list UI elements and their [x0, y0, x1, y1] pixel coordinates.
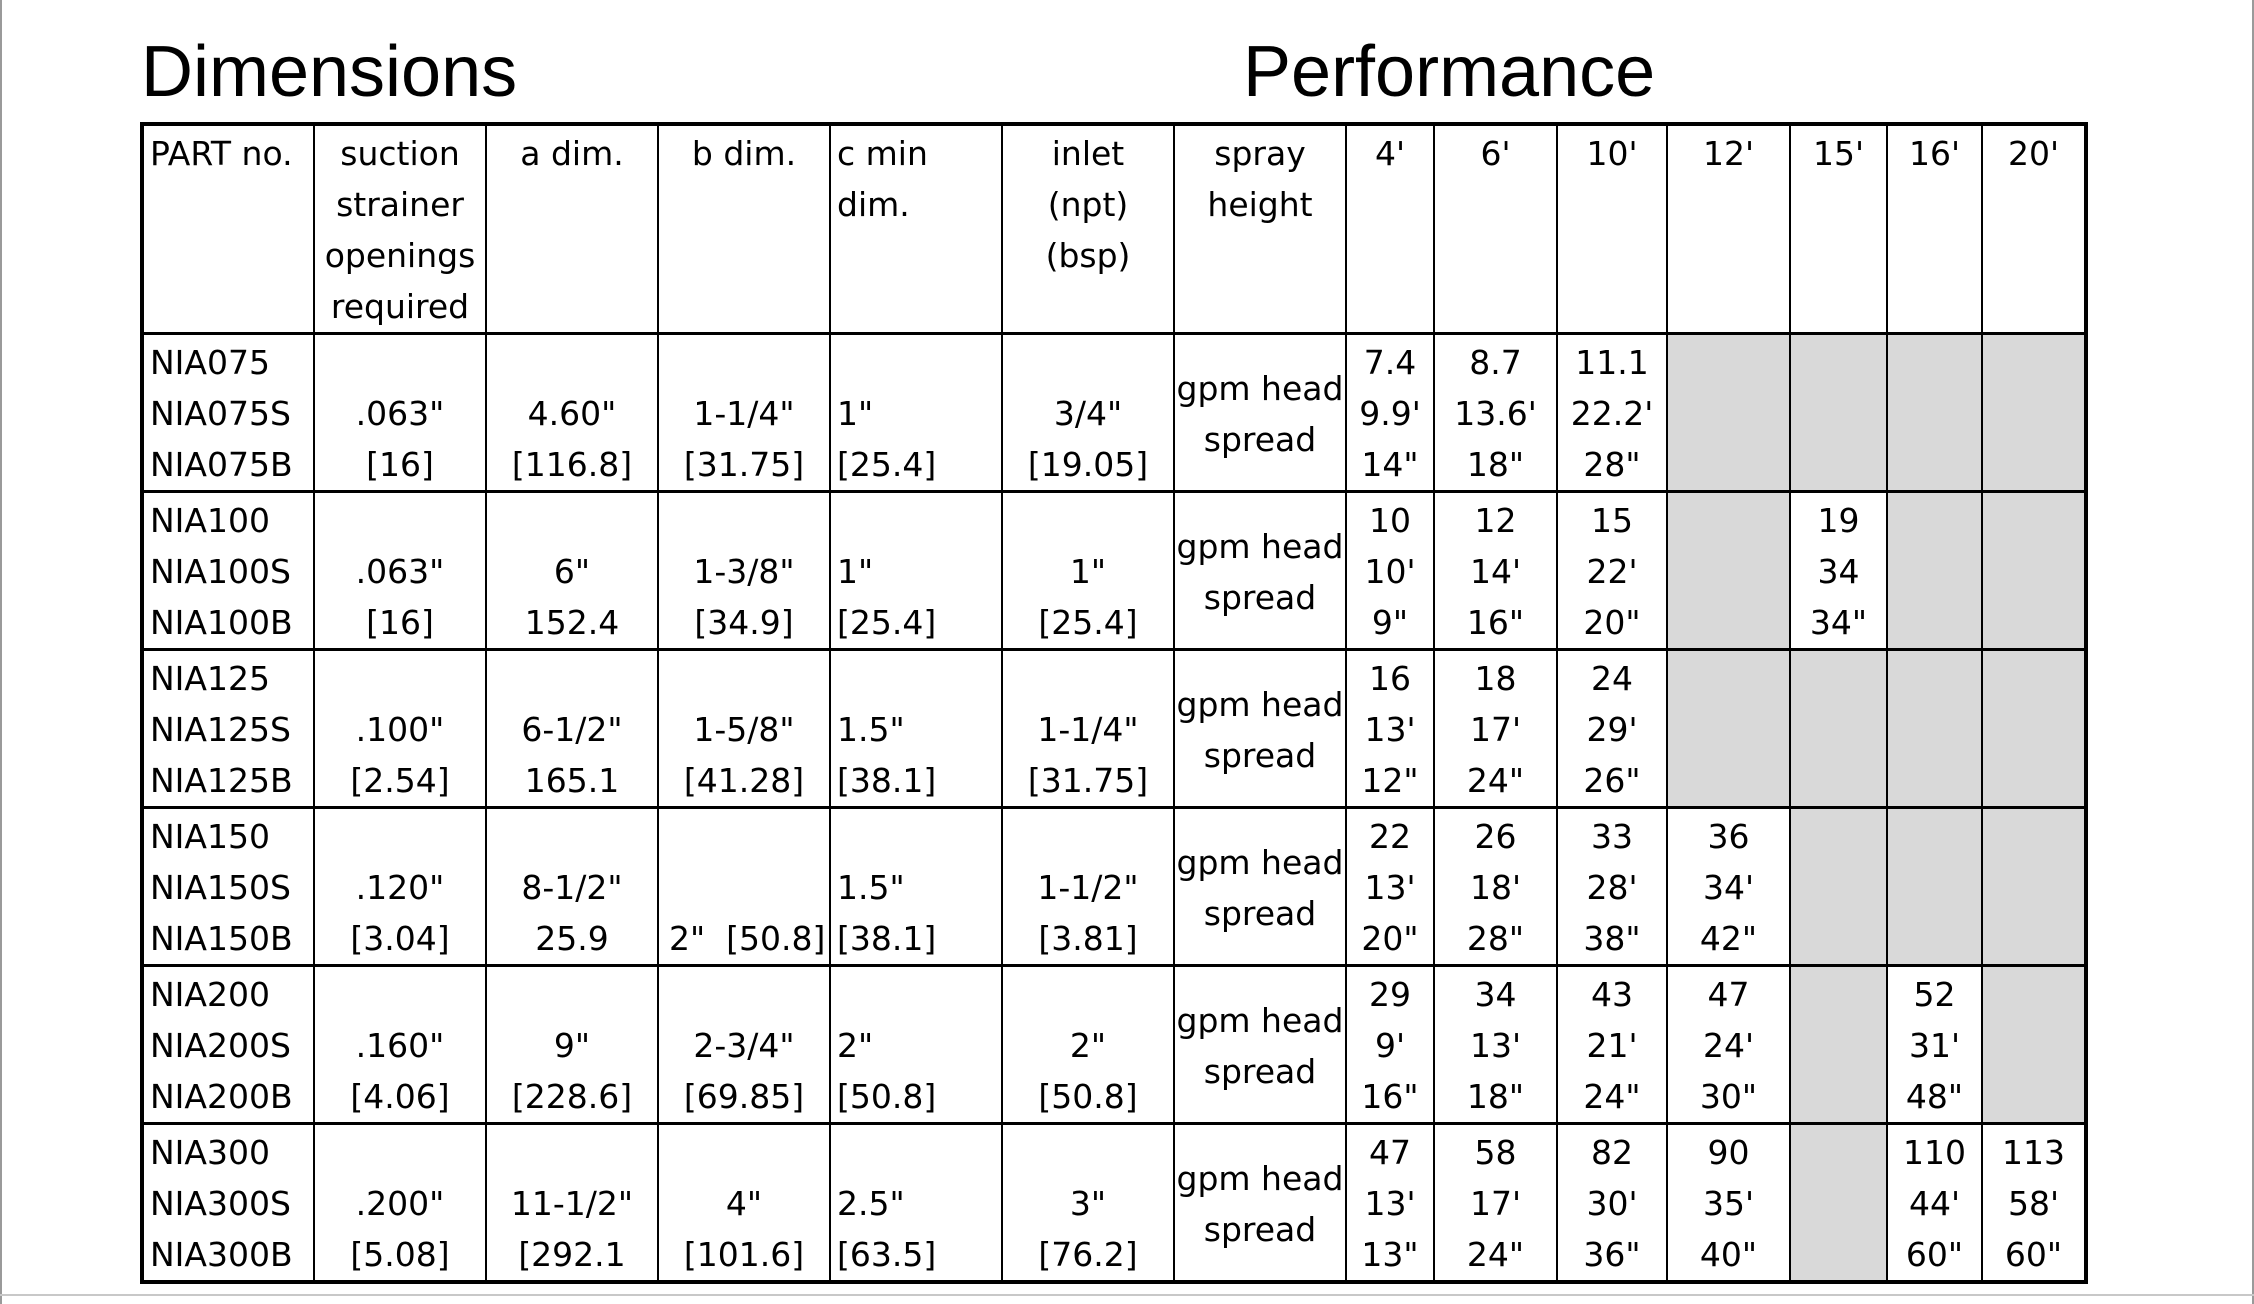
part-no-cell: NIA100 NIA100S NIA100B	[142, 492, 314, 650]
suction-cell: .200" [5.08]	[314, 1124, 486, 1283]
perf-cell-4ft: 29 9' 16"	[1346, 966, 1434, 1124]
header-row	[142, 124, 2086, 334]
table-row	[142, 334, 2086, 492]
header-c-min-dim: c min dim.	[830, 124, 1002, 334]
inlet-cell: 2" [50.8]	[1002, 966, 1174, 1124]
b-dim-cell: 2" [50.8]	[658, 808, 830, 966]
perf-cell-10ft: 15 22' 20"	[1557, 492, 1667, 650]
perf-cell-6ft: 12 14' 16"	[1434, 492, 1557, 650]
page-edge-bottom	[0, 1294, 2254, 1296]
suction-cell: .063" [16]	[314, 492, 486, 650]
part-no-cell: NIA150 NIA150S NIA150B	[142, 808, 314, 966]
header-12ft: 12'	[1667, 124, 1790, 334]
inlet-cell: 1-1/2" [3.81]	[1002, 808, 1174, 966]
a-dim-cell: 9" [228.6]	[486, 966, 658, 1124]
perf-cell-12ft: 47 24' 30"	[1667, 966, 1790, 1124]
perf-cell-12ft	[1667, 492, 1790, 650]
perf-cell-15ft: 19 34 34"	[1790, 492, 1887, 650]
perf-cell-10ft: 24 29' 26"	[1557, 650, 1667, 808]
perf-cell-16ft: 52 31' 48"	[1887, 966, 1982, 1124]
table-row	[142, 1124, 2086, 1283]
b-dim-cell: 4" [101.6]	[658, 1124, 830, 1283]
c-dim-cell: 1.5" [38.1]	[830, 808, 1002, 966]
perf-cell-12ft	[1667, 650, 1790, 808]
perf-cell-16ft	[1887, 334, 1982, 492]
performance-heading: Performance	[1243, 32, 1656, 112]
a-dim-cell: 6-1/2" 165.1	[486, 650, 658, 808]
part-no-cell: NIA125 NIA125S NIA125B	[142, 650, 314, 808]
suction-cell: .100" [2.54]	[314, 650, 486, 808]
inlet-cell: 3" [76.2]	[1002, 1124, 1174, 1283]
suction-cell: .063" [16]	[314, 334, 486, 492]
perf-cell-15ft	[1790, 1124, 1887, 1283]
perf-cell-6ft: 18 17' 24"	[1434, 650, 1557, 808]
header-part-no: PART no.	[142, 124, 314, 334]
perf-cell-15ft	[1790, 334, 1887, 492]
header-spray-height: spray height	[1174, 124, 1346, 334]
a-dim-cell: 8-1/2" 25.9	[486, 808, 658, 966]
perf-cell-15ft	[1790, 808, 1887, 966]
perf-cell-16ft: 110 44' 60"	[1887, 1124, 1982, 1283]
dimensions-heading: Dimensions	[141, 32, 518, 112]
inlet-cell: 3/4" [19.05]	[1002, 334, 1174, 492]
perf-cell-20ft	[1982, 650, 2086, 808]
header-suction-strainer: suction strainer openings required	[314, 124, 486, 334]
suction-cell: .120" [3.04]	[314, 808, 486, 966]
a-dim-cell: 6" 152.4	[486, 492, 658, 650]
perf-cell-10ft: 11.1 22.2' 28"	[1557, 334, 1667, 492]
perf-cell-4ft: 47 13' 13"	[1346, 1124, 1434, 1283]
a-dim-cell: 11-1/2" [292.1	[486, 1124, 658, 1283]
header-4ft: 4'	[1346, 124, 1434, 334]
perf-cell-4ft: 16 13' 12"	[1346, 650, 1434, 808]
header-inlet: inlet (npt) (bsp)	[1002, 124, 1174, 334]
perf-cell-20ft: 113 58' 60"	[1982, 1124, 2086, 1283]
inlet-cell: 1" [25.4]	[1002, 492, 1174, 650]
header-b-dim: b dim.	[658, 124, 830, 334]
perf-cell-12ft	[1667, 334, 1790, 492]
c-dim-cell: 1" [25.4]	[830, 492, 1002, 650]
table-row	[142, 808, 2086, 966]
c-dim-cell: 2" [50.8]	[830, 966, 1002, 1124]
perf-cell-15ft	[1790, 650, 1887, 808]
header-20ft: 20'	[1982, 124, 2086, 334]
perf-cell-10ft: 82 30' 36"	[1557, 1124, 1667, 1283]
spray-height-cell: gpm head spread	[1174, 1124, 1346, 1283]
perf-cell-6ft: 34 13' 18"	[1434, 966, 1557, 1124]
c-dim-cell: 2.5" [63.5]	[830, 1124, 1002, 1283]
spray-height-cell: gpm head spread	[1174, 334, 1346, 492]
perf-cell-10ft: 43 21' 24"	[1557, 966, 1667, 1124]
perf-cell-10ft: 33 28' 38"	[1557, 808, 1667, 966]
c-dim-cell: 1" [25.4]	[830, 334, 1002, 492]
spray-height-cell: gpm head spread	[1174, 650, 1346, 808]
b-dim-cell: 1-5/8" [41.28]	[658, 650, 830, 808]
perf-cell-6ft: 26 18' 28"	[1434, 808, 1557, 966]
inlet-cell: 1-1/4" [31.75]	[1002, 650, 1174, 808]
b-dim-cell: 1-1/4" [31.75]	[658, 334, 830, 492]
perf-cell-20ft	[1982, 492, 2086, 650]
spec-table	[140, 122, 2088, 1284]
b-dim-cell: 2-3/4" [69.85]	[658, 966, 830, 1124]
part-no-cell: NIA200 NIA200S NIA200B	[142, 966, 314, 1124]
header-15ft: 15'	[1790, 124, 1887, 334]
header-6ft: 6'	[1434, 124, 1557, 334]
spray-height-cell: gpm head spread	[1174, 808, 1346, 966]
part-no-cell: NIA075 NIA075S NIA075B	[142, 334, 314, 492]
table-row	[142, 650, 2086, 808]
part-no-cell: NIA300 NIA300S NIA300B	[142, 1124, 314, 1283]
spray-height-cell: gpm head spread	[1174, 492, 1346, 650]
suction-cell: .160" [4.06]	[314, 966, 486, 1124]
perf-cell-6ft: 58 17' 24"	[1434, 1124, 1557, 1283]
b-dim-cell: 1-3/8" [34.9]	[658, 492, 830, 650]
page-edge-left	[0, 0, 2, 1304]
table-row	[142, 966, 2086, 1124]
perf-cell-6ft: 8.7 13.6' 18"	[1434, 334, 1557, 492]
header-10ft: 10'	[1557, 124, 1667, 334]
perf-cell-4ft: 7.4 9.9' 14"	[1346, 334, 1434, 492]
perf-cell-12ft: 36 34' 42"	[1667, 808, 1790, 966]
table-row	[142, 492, 2086, 650]
perf-cell-20ft	[1982, 966, 2086, 1124]
perf-cell-20ft	[1982, 808, 2086, 966]
spray-height-cell: gpm head spread	[1174, 966, 1346, 1124]
perf-cell-20ft	[1982, 334, 2086, 492]
header-a-dim: a dim.	[486, 124, 658, 334]
perf-cell-4ft: 10 10' 9"	[1346, 492, 1434, 650]
header-16ft: 16'	[1887, 124, 1982, 334]
perf-cell-16ft	[1887, 808, 1982, 966]
perf-cell-15ft	[1790, 966, 1887, 1124]
perf-cell-16ft	[1887, 650, 1982, 808]
a-dim-cell: 4.60" [116.8]	[486, 334, 658, 492]
perf-cell-16ft	[1887, 492, 1982, 650]
perf-cell-12ft: 90 35' 40"	[1667, 1124, 1790, 1283]
c-dim-cell: 1.5" [38.1]	[830, 650, 1002, 808]
perf-cell-4ft: 22 13' 20"	[1346, 808, 1434, 966]
